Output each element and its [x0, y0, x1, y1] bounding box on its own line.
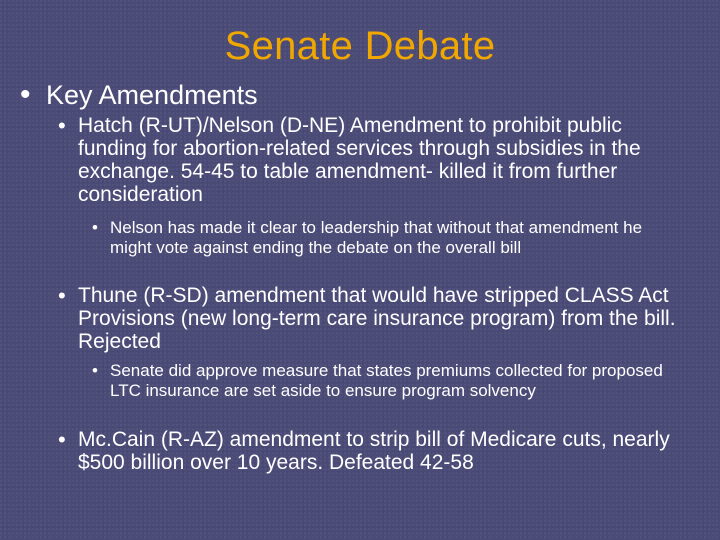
- bullet-text: Thune (R-SD) amendment that would have stripped CLASS Act Provisions (new long-term care insurance program) from the bill. Rejected: [78, 284, 676, 353]
- slide-title: Senate Debate: [224, 24, 496, 68]
- bullet-text: Key Amendments: [46, 80, 258, 110]
- bullet-icon: •: [92, 218, 98, 237]
- bullet-icon: •: [58, 283, 66, 308]
- bullet-text: Hatch (R-UT)/Nelson (D-NE) Amendment to prohibit public funding for abortion-related services through subsidies in the exchange. 54-45 to table amendment- killed it from further consideration: [78, 114, 641, 206]
- bullet-icon: •: [58, 427, 66, 452]
- bullet-icon: •: [92, 361, 98, 380]
- bullet-text: Mc.Cain (R-AZ) amendment to strip bill of Medicare cuts, nearly $500 billion over 10 years. Defeated 42-58: [78, 428, 670, 474]
- bullet-text: Senate did approve measure that states premiums collected for proposed LTC insurance are set aside to ensure program solvency: [110, 361, 663, 400]
- bullet-text: Nelson has made it clear to leadership that without that amendment he might vote against ending the debate on the overall bill: [110, 218, 643, 257]
- bullet-icon: •: [58, 113, 66, 138]
- bullet-icon: •: [20, 78, 31, 111]
